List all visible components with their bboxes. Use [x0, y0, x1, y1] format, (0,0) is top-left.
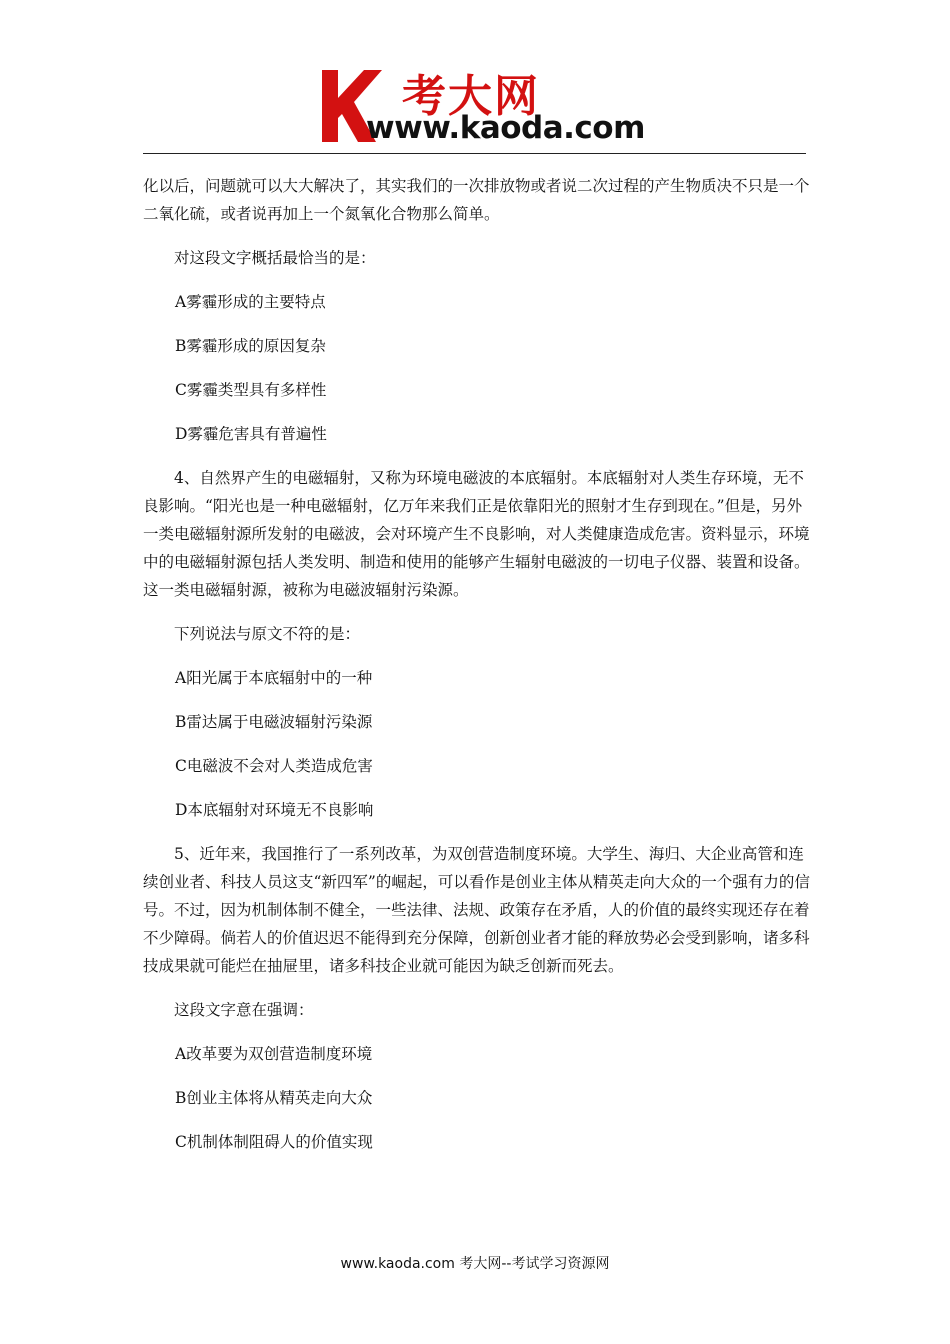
header-divider — [143, 153, 806, 154]
question-3-stem: 对这段文字概括最恰当的是： — [174, 249, 376, 267]
q5-option-c: C机制体制阻碍人的价值实现 — [175, 1133, 373, 1151]
logo-url: www.kaoda.com — [366, 110, 645, 146]
q5-option-b: B创业主体将从精英走向大众 — [175, 1089, 373, 1107]
q4-option-d: D本底辐射对环境无不良影响 — [175, 801, 374, 819]
question-4-passage: 4、自然界产生的电磁辐射，又称为环境电磁波的本底辐射。本底辐射对人类生存环境，无不良影响。“阳光也是一种电磁辐射，亿万年来我们正是依靠阳光的照射才生存到现在。”但是，另外一类电磁辐射源所发射的电磁波，会对环境产生不良影响，对人类健康造成危害。资料显示，环境中的电磁辐射源包括人类发明、制造和使用的能够产生辐射电磁波的一切电子仪器、装置和设备。这一类电磁辐射源，被称为电磁波辐射污染源。 — [143, 469, 810, 599]
question-5-stem: 这段文字意在强调： — [174, 1001, 314, 1019]
q4-option-c: C电磁波不会对人类造成危害 — [175, 757, 373, 775]
q4-option-b: B雷达属于电磁波辐射污染源 — [175, 713, 373, 731]
q4-option-a: A阳光属于本底辐射中的一种 — [175, 669, 373, 687]
q3-option-d: D雾霾危害具有普遍性 — [175, 425, 327, 443]
q5-option-a: A改革要为双创营造制度环境 — [175, 1045, 373, 1063]
logo-cn-name: 考大网 — [402, 71, 540, 122]
q3-option-a: A雾霾形成的主要特点 — [175, 293, 326, 311]
question-5-passage: 5、近年来，我国推行了一系列改革，为双创营造制度环境。大学生、海归、大企业高管和连续创业者、科技人员这支“新四军”的崛起，可以看作是创业主体从精英走向大众的一个强有力的信号。不过，因为机制体制不健全，一些法律、法规、政策存在矛盾，人的价值的最终实现还存在着不少障碍。倘若人的价值迟迟不能得到充分保障，创新创业者才能的释放势必会受到影响，诸多科技成果就可能烂在抽屉里，诸多科技企业就可能因为缺乏创新而死去。 — [143, 845, 810, 975]
q3-option-c: C雾霾类型具有多样性 — [175, 381, 327, 399]
q3-option-b: B雾霾形成的原因复杂 — [175, 337, 326, 355]
document-body — [143, 172, 810, 1156]
question-4-stem: 下列说法与原文不符的是： — [174, 625, 361, 643]
page-footer: www.kaoda.com 考大网--考试学习资源网 — [340, 1256, 610, 1272]
continued-paragraph: 化以后，问题就可以大大解决了，其实我们的一次排放物或者说二次过程的产生物质决不只是一个二氧化硫，或者说再加上一个氮氧化合物那么简单。 — [143, 177, 810, 223]
site-logo[interactable] — [318, 64, 648, 150]
